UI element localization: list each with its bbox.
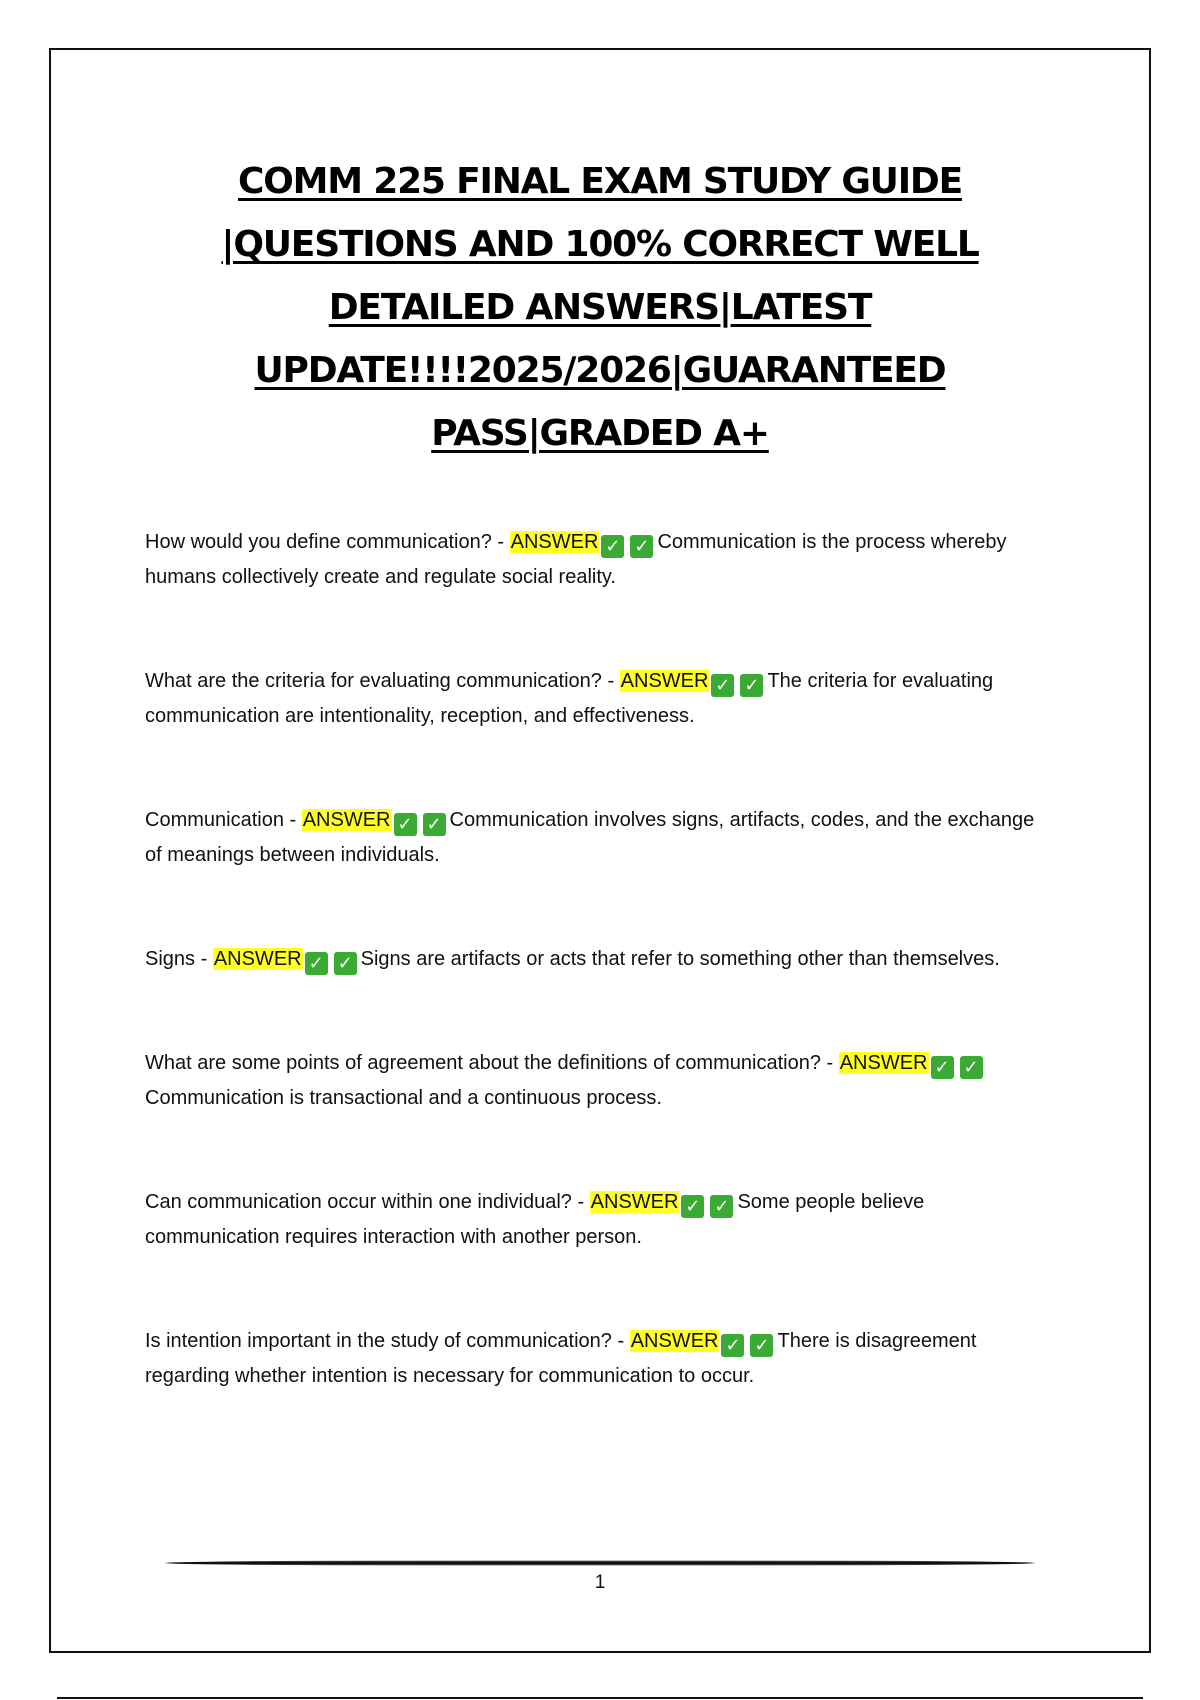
qa-item: [145, 1324, 1045, 1394]
check-icon: ✓: [710, 1195, 733, 1218]
title-line: |QUESTIONS AND 100% CORRECT WELL: [221, 224, 979, 265]
check-icon: ✓: [630, 535, 653, 558]
answer-text: Communication involves signs, artifacts, codes, and the exchange of meanings between individuals.: [145, 809, 1035, 866]
qa-item: [145, 1185, 1045, 1255]
next-page-edge: [57, 1697, 1143, 1699]
question-text: Is intention important in the study of communication? -: [145, 1330, 630, 1352]
answer-text: The criteria for evaluating communication are intentionality, reception, and effectiveness.: [145, 670, 994, 727]
answer-label: ANSWER: [839, 1052, 928, 1074]
check-icon: ✓: [394, 813, 417, 836]
check-icon: ✓: [334, 952, 357, 975]
title-line: UPDATE!!!!2025/2026|GUARANTEED: [254, 350, 946, 391]
qa-item: [145, 803, 1045, 873]
answer-label: ANSWER: [620, 670, 709, 692]
check-icon: ✓: [711, 674, 734, 697]
check-icon: ✓: [960, 1056, 983, 1079]
qa-item: [145, 525, 1045, 595]
answer-label: ANSWER: [213, 948, 302, 970]
check-icon: ✓: [721, 1334, 744, 1357]
answer-text: Signs are artifacts or acts that refer to something other than themselves.: [360, 948, 1000, 970]
check-icon: ✓: [931, 1056, 954, 1079]
question-text: Communication -: [145, 809, 302, 831]
answer-label: ANSWER: [590, 1191, 679, 1213]
qa-item: [145, 942, 1045, 977]
answer-text: Communication is the process whereby humans collectively create and regulate social reality.: [145, 531, 1007, 588]
answer-text: Some people believe communication requires interaction with another person.: [145, 1191, 925, 1248]
qa-item: [145, 1046, 1045, 1116]
title-line: PASS|GRADED A+: [431, 413, 769, 454]
qa-list: [145, 525, 1045, 1463]
title-line: COMM 225 FINAL EXAM STUDY GUIDE: [238, 161, 962, 202]
check-icon: ✓: [740, 674, 763, 697]
question-text: What are some points of agreement about the definitions of communication? -: [145, 1052, 839, 1074]
title-line: DETAILED ANSWERS|LATEST: [328, 287, 872, 328]
check-icon: ✓: [750, 1334, 773, 1357]
question-text: How would you define communication? -: [145, 531, 510, 553]
check-icon: ✓: [305, 952, 328, 975]
page-number: 1: [594, 1572, 606, 1593]
check-icon: ✓: [681, 1195, 704, 1218]
qa-item: [145, 664, 1045, 734]
question-text: Can communication occur within one individual? -: [145, 1191, 590, 1213]
question-text: Signs -: [145, 948, 213, 970]
question-text: What are the criteria for evaluating communication? -: [145, 670, 620, 692]
footer-divider: [165, 1560, 1035, 1566]
answer-text: Communication is transactional and a continuous process.: [145, 1087, 662, 1109]
answer-label: ANSWER: [630, 1330, 719, 1352]
answer-label: ANSWER: [510, 531, 599, 553]
answer-text: There is disagreement regarding whether intention is necessary for communication to occur.: [145, 1330, 977, 1387]
check-icon: ✓: [423, 813, 446, 836]
check-icon: ✓: [601, 535, 624, 558]
answer-label: ANSWER: [302, 809, 391, 831]
document-title: [200, 150, 1000, 465]
